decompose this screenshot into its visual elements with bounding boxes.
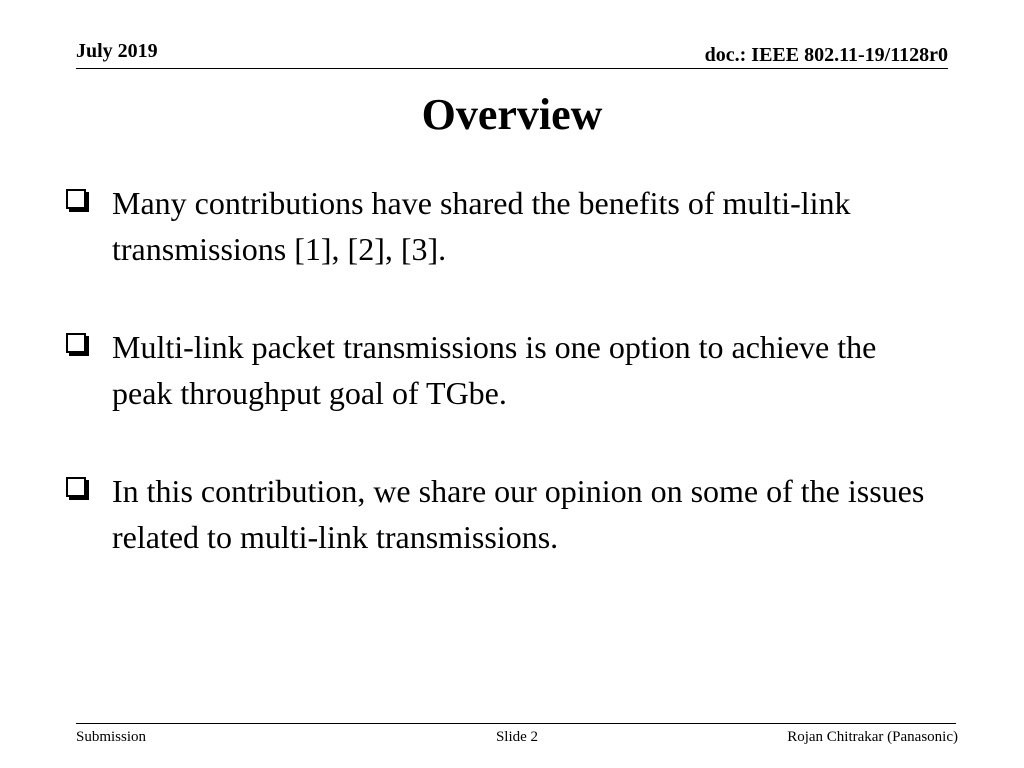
bullet-item <box>60 180 940 272</box>
footer-divider <box>76 723 956 724</box>
bullet-text: In this contribution, we share our opinion on some of the issues related to multi-link transmissions. <box>112 473 925 555</box>
bullet-text: Multi-link packet transmissions is one option to achieve the peak throughput goal of TGbe. <box>112 329 877 411</box>
checkbox-square-icon <box>66 333 86 353</box>
header-divider <box>76 68 948 69</box>
bullet-item <box>60 468 940 560</box>
checkbox-square-icon <box>66 189 86 209</box>
bullet-item <box>60 324 940 416</box>
slide-title: Overview <box>421 90 603 139</box>
header-document-id: doc.: IEEE 802.11-19/1128r0 <box>704 44 948 66</box>
header-date: July 2019 <box>76 40 158 62</box>
bullet-text: Many contributions have shared the benefits of multi-link transmissions [1], [2], [3]. <box>112 185 851 267</box>
footer-author: Rojan Chitrakar (Panasonic) <box>787 729 958 745</box>
bullet-list <box>60 180 940 612</box>
footer-slide-number: Slide 2 <box>495 729 539 745</box>
footer-submission: Submission <box>76 729 147 745</box>
checkbox-square-icon <box>66 477 86 497</box>
